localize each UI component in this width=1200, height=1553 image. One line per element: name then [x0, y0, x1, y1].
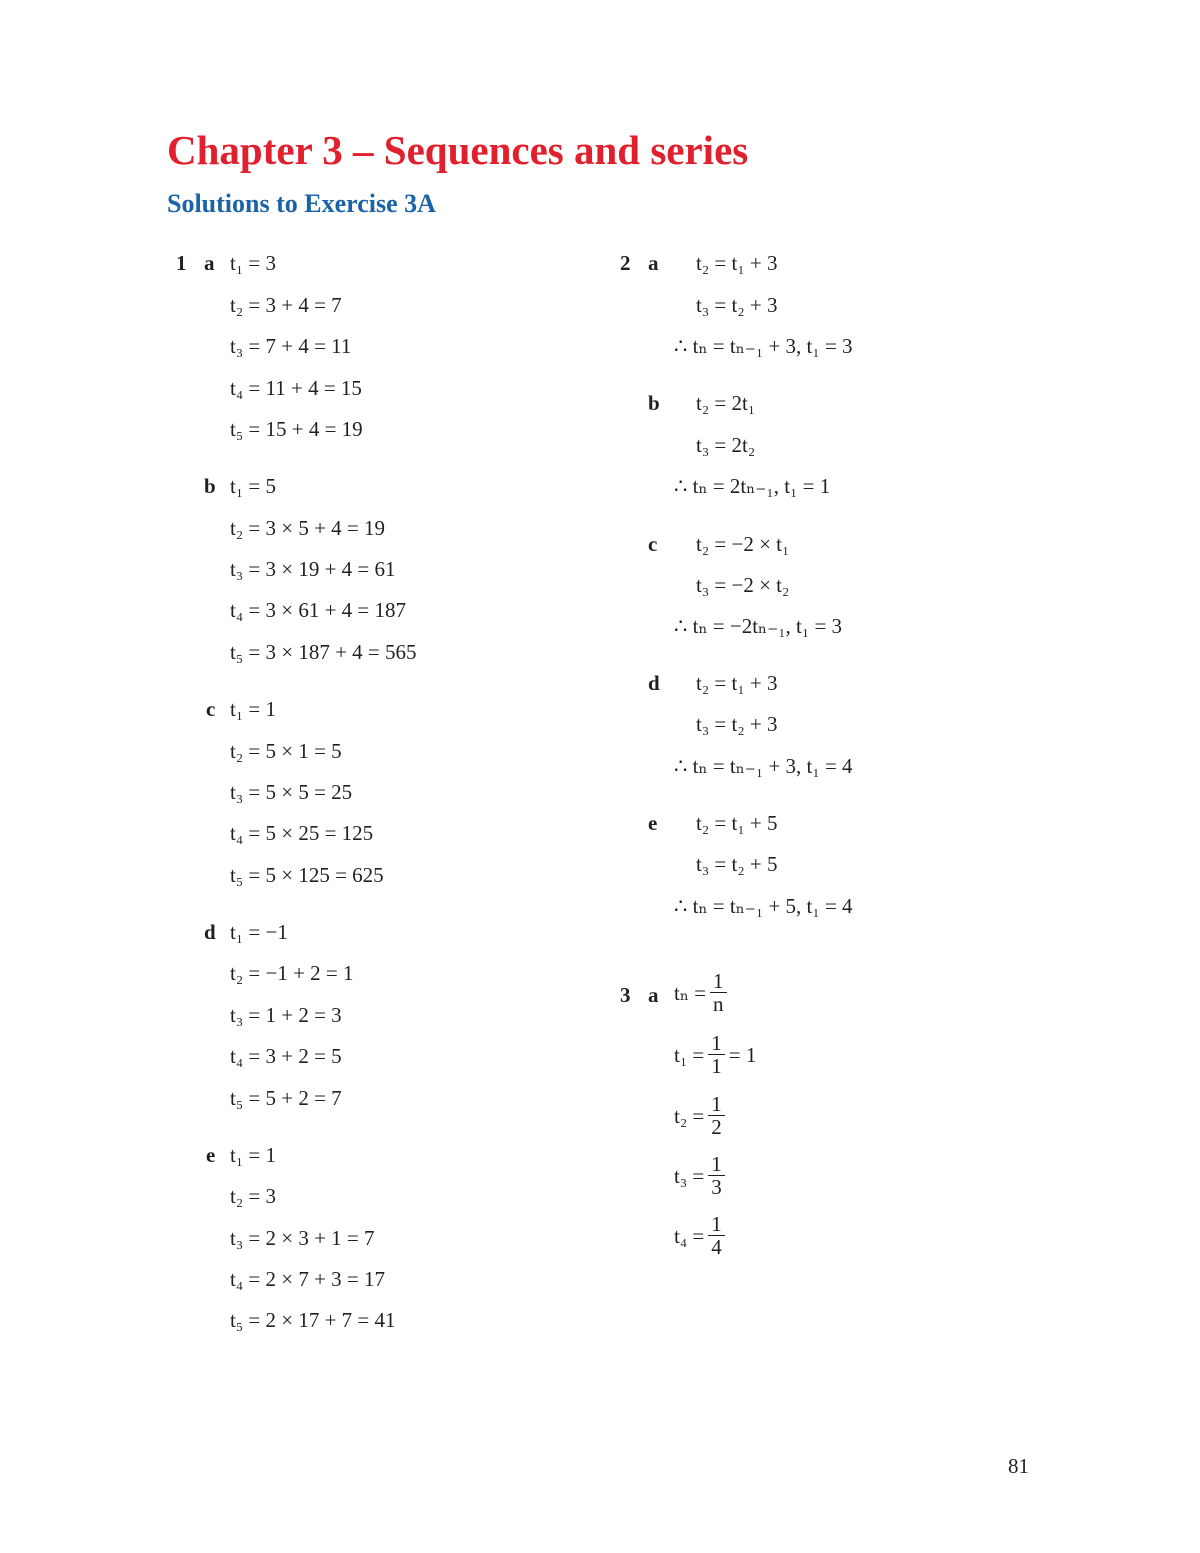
q1c-line-4: t₄ = 5 × 25 = 125 [230, 821, 374, 845]
q1a-line-4: t₄ = 11 + 4 = 15 [230, 376, 362, 400]
q3a-line-3 [674, 1093, 729, 1138]
q2b-line-1: t₂ = 2t₁ [696, 391, 756, 415]
fraction-numerator: 1 [711, 1152, 722, 1176]
fraction-numerator: 1 [711, 1212, 722, 1236]
question-number-1: 1 [176, 251, 187, 275]
q1b-line-3: t₃ = 3 × 19 + 4 = 61 [230, 557, 396, 581]
q2-part-d-label: d [648, 671, 660, 695]
q2-part-a-label: a [648, 251, 659, 275]
question-number-3: 3 [620, 983, 631, 1007]
q2b-line-2: t₃ = 2t₂ [696, 433, 756, 457]
q3a-line-1 [674, 970, 731, 1015]
q3a-line-2 [674, 1032, 756, 1077]
q2a-line-3: ∴ tₙ = tₙ₋₁ + 3, t₁ = 3 [674, 334, 853, 358]
q3a-line-1-lhs: tₙ = [674, 980, 707, 1005]
q1a-line-1: t₁ = 3 [230, 251, 276, 275]
q1e-line-1: t₁ = 1 [230, 1143, 276, 1167]
q3a-line-5 [674, 1213, 729, 1258]
q1c-line-5: t₅ = 5 × 125 = 625 [230, 863, 384, 887]
q1c-line-1: t₁ = 1 [230, 697, 276, 721]
fraction-denominator: n [710, 992, 727, 1015]
fraction-denominator: 1 [708, 1054, 725, 1077]
question-number-2: 2 [620, 251, 631, 275]
q2-part-b-label: b [648, 391, 660, 415]
q1b-line-2: t₂ = 3 × 5 + 4 = 19 [230, 516, 386, 540]
fraction [708, 1093, 725, 1138]
q2-part-c-label: c [648, 532, 658, 556]
q1e-line-5: t₅ = 2 × 17 + 7 = 41 [230, 1308, 396, 1332]
fraction-numerator: 1 [713, 969, 724, 993]
q1a-line-3: t₃ = 7 + 4 = 11 [230, 334, 352, 358]
fraction [710, 970, 727, 1015]
q1e-line-3: t₃ = 2 × 3 + 1 = 7 [230, 1226, 375, 1250]
fraction-numerator: 1 [711, 1092, 722, 1116]
q1e-line-4: t₄ = 2 × 7 + 3 = 17 [230, 1267, 386, 1291]
q2e-line-3: ∴ tₙ = tₙ₋₁ + 5, t₁ = 4 [674, 894, 853, 918]
q2d-line-1: t₂ = t₁ + 3 [696, 671, 778, 695]
fraction [708, 1153, 725, 1198]
q1a-line-2: t₂ = 3 + 4 = 7 [230, 293, 342, 317]
q2a-line-2: t₃ = t₂ + 3 [696, 293, 778, 317]
q1-part-e-label: e [206, 1143, 216, 1167]
q3a-line-4-lhs: t₃ = [674, 1163, 705, 1188]
q1d-line-1: t₁ = −1 [230, 920, 288, 944]
q1e-line-2: t₂ = 3 [230, 1184, 276, 1208]
section-title: Solutions to Exercise 3A [167, 189, 436, 218]
q2c-line-2: t₃ = −2 × t₂ [696, 573, 790, 597]
fraction-denominator: 3 [708, 1175, 725, 1198]
fraction-denominator: 4 [708, 1235, 725, 1258]
fraction [708, 1213, 725, 1258]
q1c-line-3: t₃ = 5 × 5 = 25 [230, 780, 353, 804]
page-number: 81 [1008, 1454, 1029, 1478]
q1-part-c-label: c [206, 697, 216, 721]
q2c-line-1: t₂ = −2 × t₁ [696, 532, 790, 556]
q1b-line-1: t₁ = 5 [230, 474, 276, 498]
chapter-title: Chapter 3 – Sequences and series [167, 127, 749, 173]
q1a-line-5: t₅ = 15 + 4 = 19 [230, 417, 363, 441]
fraction-denominator: 2 [708, 1115, 725, 1138]
q1-part-b-label: b [204, 474, 216, 498]
fraction-numerator: 1 [711, 1031, 722, 1055]
q1b-line-5: t₅ = 3 × 187 + 4 = 565 [230, 640, 417, 664]
q1d-line-4: t₄ = 3 + 2 = 5 [230, 1044, 342, 1068]
q1d-line-2: t₂ = −1 + 2 = 1 [230, 961, 354, 985]
q3a-line-2-rhs: = 1 [728, 1042, 757, 1067]
q2e-line-1: t₂ = t₁ + 5 [696, 811, 778, 835]
q3a-line-2-lhs: t₁ = [674, 1042, 705, 1067]
q3a-line-3-lhs: t₂ = [674, 1103, 705, 1128]
q2a-line-1: t₂ = t₁ + 3 [696, 251, 778, 275]
q2e-line-2: t₃ = t₂ + 5 [696, 852, 778, 876]
q1-part-d-label: d [204, 920, 216, 944]
q2d-line-3: ∴ tₙ = tₙ₋₁ + 3, t₁ = 4 [674, 754, 853, 778]
q3-part-a-label: a [648, 983, 659, 1007]
q1c-line-2: t₂ = 5 × 1 = 5 [230, 739, 342, 763]
q1-part-a-label: a [204, 251, 215, 275]
fraction [708, 1032, 725, 1077]
q2-part-e-label: e [648, 811, 658, 835]
q1d-line-5: t₅ = 5 + 2 = 7 [230, 1086, 342, 1110]
q2d-line-2: t₃ = t₂ + 3 [696, 712, 778, 736]
q2c-line-3: ∴ tₙ = −2tₙ₋₁, t₁ = 3 [674, 614, 843, 638]
q3a-line-4 [674, 1153, 729, 1198]
q3a-line-5-lhs: t₄ = [674, 1223, 705, 1248]
q1d-line-3: t₃ = 1 + 2 = 3 [230, 1003, 342, 1027]
q1b-line-4: t₄ = 3 × 61 + 4 = 187 [230, 598, 407, 622]
q2b-line-3: ∴ tₙ = 2tₙ₋₁, t₁ = 1 [674, 474, 831, 498]
